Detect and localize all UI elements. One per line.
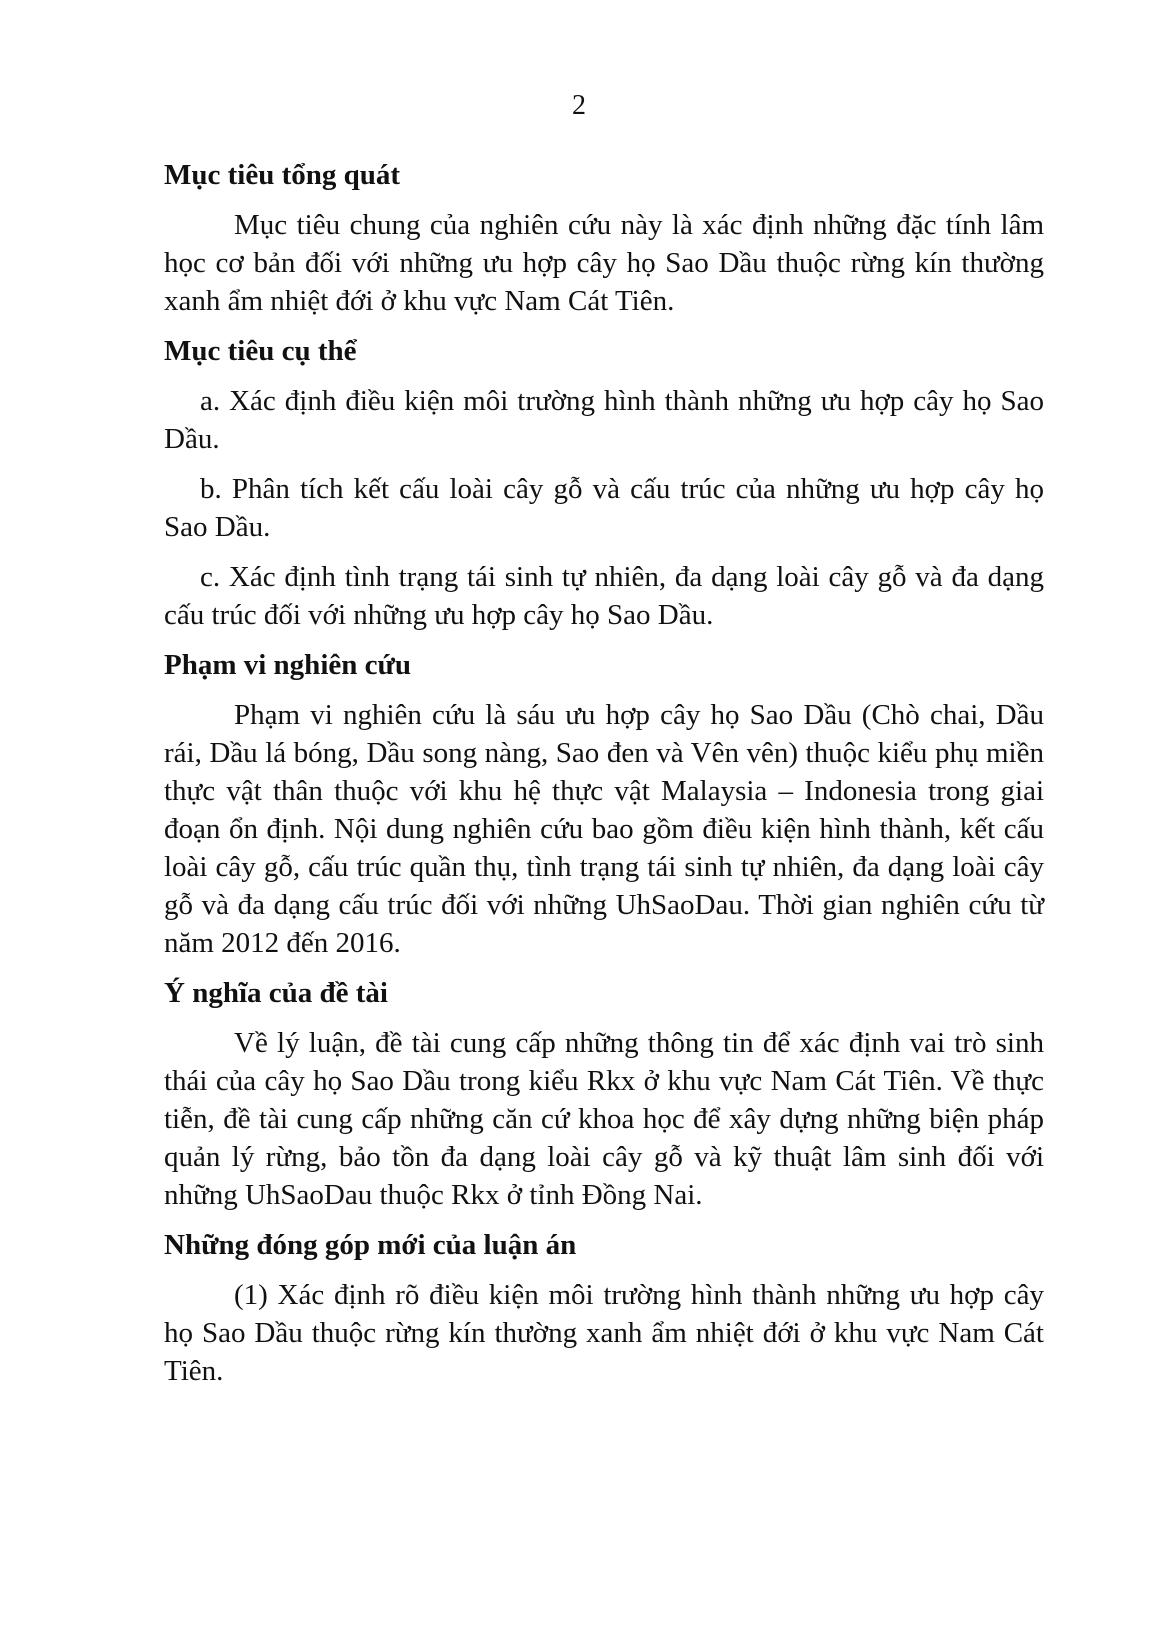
document-body [164, 156, 1044, 1402]
heading-research-scope: Phạm vi nghiên cứu [164, 649, 412, 681]
specific-objective-b: b. Phân tích kết cấu loài cây gỗ và cấu trúc của những ưu hợp cây họ Sao Dầu. [164, 473, 1044, 543]
heading-specific-objectives: Mục tiêu cụ thể [164, 335, 357, 367]
heading-general-objective: Mục tiêu tổng quát [164, 159, 401, 191]
specific-objective-c: c. Xác định tình trạng tái sinh tự nhiên, đa dạng loài cây gỗ và đa dạng cấu trúc đối với những ưu hợp cây họ Sao Dầu. [164, 561, 1044, 631]
heading-significance: Ý nghĩa của đề tài [164, 977, 388, 1009]
specific-objective-a: a. Xác định điều kiện môi trường hình thành những ưu hợp cây họ Sao Dầu. [164, 385, 1044, 455]
paragraph-research-scope: Phạm vi nghiên cứu là sáu ưu hợp cây họ Sao Dầu (Chò chai, Dầu rái, Dầu lá bóng, Dầu song nàng, Sao đen và Vên vên) thuộc kiểu phụ miền thực vật thân thuộc với khu hệ thực vật Malaysia – Indonesia trong giai đoạn ổn định. Nội dung nghiên cứu bao gồm điều kiện hình thành, kết cấu loài cây gỗ, cấu trúc quần thụ, tình trạng tái sinh tự nhiên, đa dạng loài cây gỗ và đa dạng cấu trúc đối với những UhSaoDau. Thời gian nghiên cứu từ năm 2012 đến 2016. [164, 699, 1044, 959]
heading-new-contributions: Những đóng góp mới của luận án [164, 1229, 577, 1261]
paragraph-general-objective: Mục tiêu chung của nghiên cứu này là xác định những đặc tính lâm học cơ bản đối với những ưu hợp cây họ Sao Dầu thuộc rừng kín thường xanh ẩm nhiệt đới ở khu vực Nam Cát Tiên. [164, 209, 1044, 317]
page-number: 2 [572, 90, 586, 121]
paragraph-new-contributions: (1) Xác định rõ điều kiện môi trường hình thành những ưu hợp cây họ Sao Dầu thuộc rừng kín thường xanh ẩm nhiệt đới ở khu vực Nam Cát Tiên. [164, 1279, 1044, 1387]
paragraph-significance: Về lý luận, đề tài cung cấp những thông tin để xác định vai trò sinh thái của cây họ Sao Dầu trong kiểu Rkx ở khu vực Nam Cát Tiên. Về thực tiễn, đề tài cung cấp những căn cứ khoa học để xây dựng những biện pháp quản lý rừng, bảo tồn đa dạng loài cây gỗ và kỹ thuật lâm sinh đối với những UhSaoDau thuộc Rkx ở tỉnh Đồng Nai. [164, 1027, 1044, 1211]
